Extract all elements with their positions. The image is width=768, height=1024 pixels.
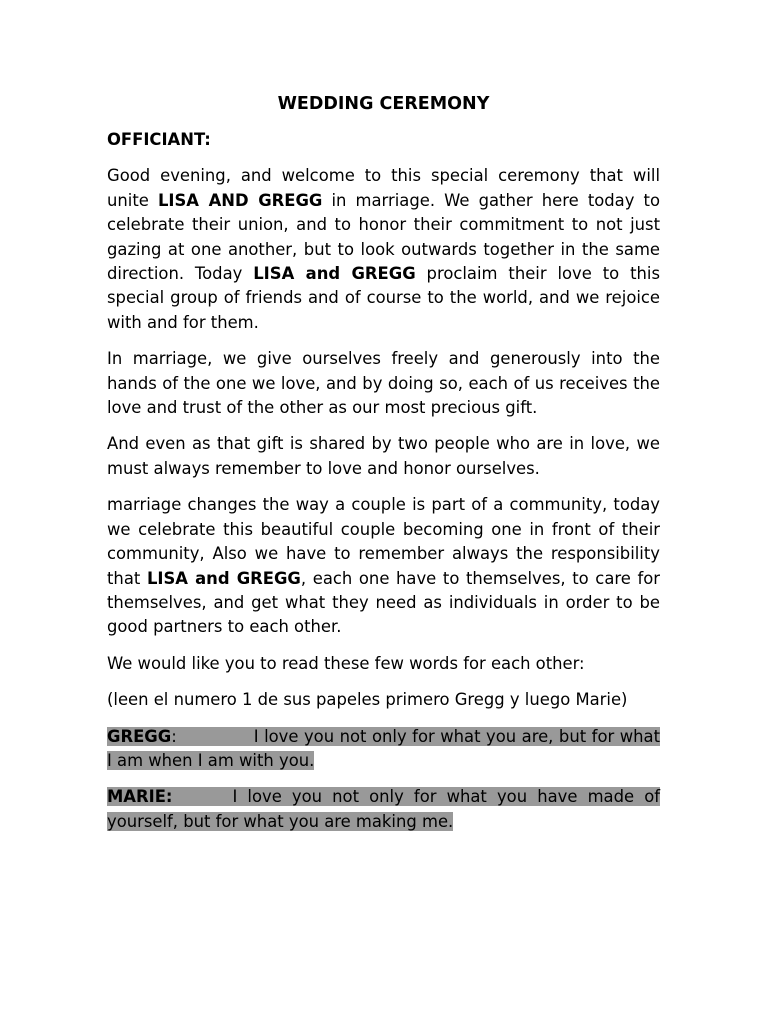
paragraph-love-ourselves: And even as that gift is shared by two people who are in love, we must always remember to love and honor ourselves.: [107, 434, 660, 478]
paragraph-stage-direction: (leen el numero 1 de sus papeles primero Gregg y luego Marie): [107, 690, 628, 710]
vow-marie-speaker: MARIE:: [107, 787, 173, 807]
couple-names-3: LISA and GREGG: [146, 568, 301, 588]
paragraph-marriage-gift: In marriage, we give ourselves freely and generously into the hands of the one we love, and by doing so, each of us receives the love and trust of the other as our most precious gift.: [107, 349, 660, 418]
vow-marie: [107, 785, 660, 834]
vow-gregg-highlight: [107, 727, 660, 770]
officiant-heading: OFFICIANT:: [107, 130, 211, 149]
community-text-1: marriage changes the way a couple is part of a community, today we celebrate this beautiful couple becoming one in front of their community, Also we have to remember always the responsibility that: [107, 495, 660, 588]
document-title: WEDDING CEREMONY: [277, 94, 490, 114]
community-text-2: , each one have to themselves, to care for themselves, and get what they need as individuals in order to be good partners to each other.: [107, 568, 660, 637]
vow-marie-highlight: [107, 787, 660, 830]
vow-gregg-text: I love you not only for what you are, but for what I am when I am with you.: [107, 726, 660, 770]
paragraph-community: [107, 493, 660, 639]
couple-names-1: LISA AND GREGG: [157, 190, 323, 210]
document-page: [107, 92, 660, 846]
vow-marie-text: I love you not only for what you have made of yourself, but for what you are making me.: [107, 787, 660, 831]
paragraph-welcome: [107, 164, 660, 335]
paragraph-read-words: We would like you to read these few words for each other:: [107, 653, 585, 673]
welcome-text-3: proclaim their love to this special group of friends and of course to the world, and we rejoice with and for them.: [107, 264, 660, 332]
vow-gregg-speaker: GREGG: [107, 726, 172, 746]
couple-names-2: LISA and GREGG: [253, 264, 416, 284]
vow-gregg-colon: :: [171, 726, 177, 746]
vow-gregg: [107, 725, 660, 774]
welcome-text-2: in marriage. We gather here today to celebrate their union, and to honor their commitment to not just gazing at one another, but to look outwards together in the same direction. Today: [107, 190, 660, 284]
welcome-text-1: Good evening, and welcome to this special ceremony that will unite: [107, 166, 660, 210]
